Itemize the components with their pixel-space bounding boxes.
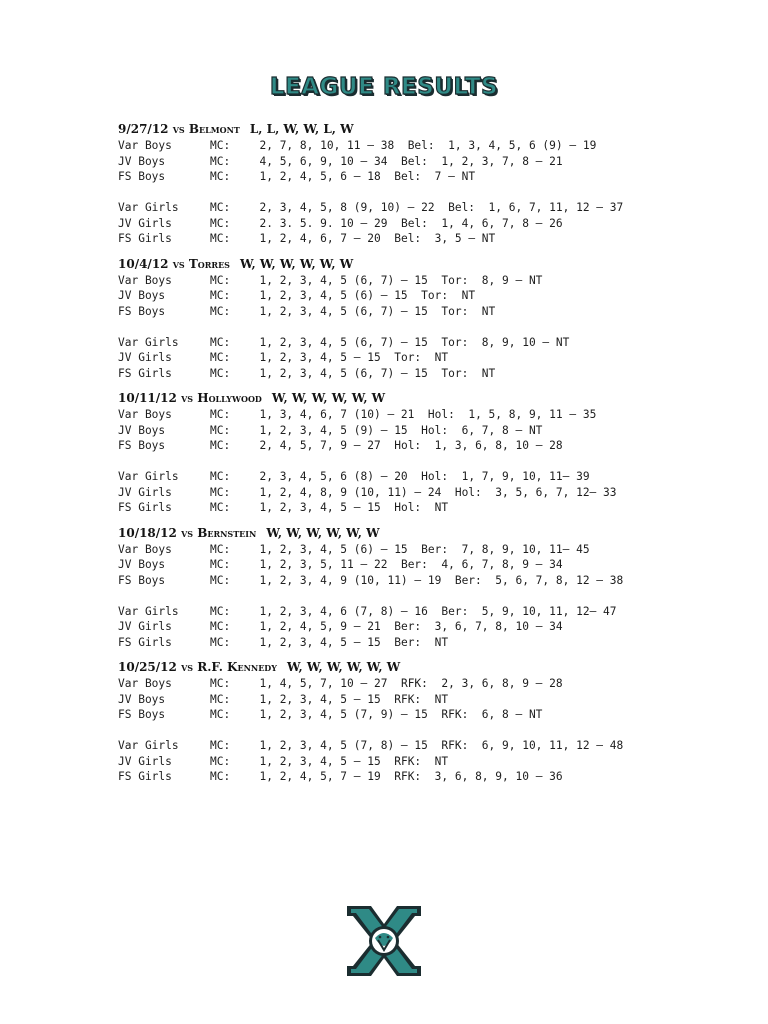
mc-label: MC:	[210, 470, 231, 483]
opponent-scores: NT	[461, 289, 476, 302]
mc-label: MC:	[210, 289, 231, 302]
mc-label: MC:	[210, 366, 231, 380]
opponent-scores: 7, 8, 9, 10, 11– 45	[461, 542, 590, 556]
mc-scores: 1, 2, 3, 4, 5 (7, 8) – 15	[259, 739, 428, 752]
mc-label: MC:	[210, 708, 231, 721]
team-name: JV Boys	[118, 692, 166, 706]
team-result-row	[118, 738, 738, 754]
team-result-row	[118, 676, 738, 692]
spacer	[118, 185, 738, 201]
team-name: Var Boys	[118, 408, 172, 421]
opponent-scores: 1, 3, 4, 5, 6 (9) – 19	[448, 139, 597, 152]
mc-scores: 1, 4, 5, 7, 10 – 27	[259, 677, 388, 690]
opponent-scores: NT	[481, 366, 496, 380]
opponent-scores: 7 – NT	[434, 170, 476, 183]
mc-scores: 1, 2, 4, 5, 9 – 21	[259, 620, 381, 633]
team-name: Var Boys	[118, 677, 172, 690]
mc-scores: 1, 2, 3, 4, 5 – 15	[259, 501, 381, 514]
game-record: L, L, W, W, L, W	[249, 122, 354, 136]
team-name: JV Boys	[118, 423, 166, 437]
team-result-row	[118, 769, 738, 785]
game-header	[118, 390, 738, 407]
opponent-scores: 2, 3, 6, 8, 9 – 28	[441, 677, 563, 690]
mc-scores: 4, 5, 6, 9, 10 – 34	[259, 154, 388, 168]
opponent-scores: 6, 8 – NT	[481, 708, 543, 721]
opponent-scores: 3, 5, 6, 7, 12– 33	[495, 485, 617, 499]
team-name: FS Girls	[118, 232, 172, 245]
team-name: FS Boys	[118, 170, 166, 183]
team-result-row	[118, 423, 738, 439]
game-header	[118, 121, 738, 138]
game-section	[118, 525, 738, 651]
mc-label: MC:	[210, 620, 231, 633]
mc-label: MC:	[210, 304, 231, 318]
opponent-label: Hol:	[421, 423, 449, 437]
mc-scores: 1, 2, 3, 4, 9 (10, 11) – 19	[259, 573, 442, 587]
mc-label: MC:	[210, 273, 231, 287]
opponent-label: Bel:	[394, 170, 422, 183]
opponent-label: RFK:	[394, 754, 422, 768]
team-result-row	[118, 288, 738, 304]
results-list	[118, 121, 738, 794]
team-name: Var Girls	[118, 335, 179, 349]
mc-label: MC:	[210, 558, 231, 571]
vs-label: vs	[181, 391, 194, 405]
game-date: 10/11/12	[118, 391, 177, 405]
team-name: FS Boys	[118, 708, 166, 721]
vs-label: vs	[172, 122, 185, 136]
team-result-row	[118, 231, 738, 247]
team-result-row	[118, 485, 738, 501]
opponent-label: RFK:	[441, 739, 469, 752]
opponent-label: Ber:	[394, 635, 422, 649]
opponent-label: Tor:	[441, 273, 469, 287]
opponent-label: Bel:	[394, 232, 422, 245]
mc-scores: 1, 2, 3, 4, 5 (6) – 15	[259, 289, 408, 302]
opponent-name: Torres	[188, 256, 230, 271]
vs-label: vs	[172, 256, 185, 271]
mc-label: MC:	[210, 439, 231, 452]
team-name: Var Girls	[118, 739, 179, 752]
opponent-label: Bel:	[400, 216, 428, 230]
vs-label: vs	[181, 660, 194, 674]
mc-scores: 1, 2, 3, 5, 11 – 22	[259, 558, 388, 571]
opponent-name: Belmont	[188, 122, 240, 136]
opponent-scores: 4, 6, 7, 8, 9 – 34	[441, 558, 563, 571]
team-name: Var Boys	[118, 542, 172, 556]
team-result-row	[118, 707, 738, 723]
opponent-label: Ber:	[421, 542, 449, 556]
opponent-label: Hol:	[394, 501, 422, 514]
team-result-row	[118, 604, 738, 620]
mc-label: MC:	[210, 542, 231, 556]
mc-label: MC:	[210, 408, 231, 421]
school-x-logo-icon	[345, 904, 423, 978]
opponent-scores: NT	[434, 692, 449, 706]
team-name: JV Boys	[118, 154, 166, 168]
team-name: FS Girls	[118, 770, 172, 783]
mc-scores: 1, 2, 3, 4, 5 (6, 7) – 15	[259, 335, 428, 349]
opponent-label: Tor:	[421, 289, 449, 302]
game-record: W, W, W, W, W, W	[286, 660, 401, 674]
game-date: 10/25/12	[118, 660, 177, 674]
team-result-row	[118, 138, 738, 154]
mc-scores: 1, 2, 4, 5, 6 – 18	[259, 170, 381, 183]
mc-label: MC:	[210, 351, 231, 364]
team-name: FS Girls	[118, 635, 172, 649]
opponent-scores: 5, 6, 7, 8, 12 – 38	[495, 573, 624, 587]
game-section	[118, 256, 738, 382]
mc-label: MC:	[210, 770, 231, 783]
game-section	[118, 659, 738, 785]
team-result-row	[118, 635, 738, 651]
team-result-row	[118, 304, 738, 320]
mc-label: MC:	[210, 154, 231, 168]
mc-label: MC:	[210, 501, 231, 514]
team-result-row	[118, 169, 738, 185]
opponent-scores: 5, 9, 10, 11, 12– 47	[481, 604, 617, 618]
game-section	[118, 121, 738, 247]
mc-scores: 1, 2, 3, 4, 5 – 15	[259, 692, 381, 706]
opponent-label: Tor:	[441, 335, 469, 349]
team-name: JV Girls	[118, 351, 172, 364]
team-name: Var Girls	[118, 470, 179, 483]
opponent-scores: 8, 9 – NT	[481, 273, 543, 287]
mc-label: MC:	[210, 139, 231, 152]
team-result-row	[118, 557, 738, 573]
team-name: JV Girls	[118, 620, 172, 633]
opponent-label: Tor:	[441, 366, 469, 380]
mc-scores: 1, 3, 4, 6, 7 (10) – 21	[259, 408, 415, 421]
mc-scores: 1, 2, 3, 4, 5 (9) – 15	[259, 423, 408, 437]
opponent-label: Bel:	[400, 154, 428, 168]
team-result-row	[118, 469, 738, 485]
mc-scores: 2, 3, 4, 5, 6 (8) – 20	[259, 470, 408, 483]
opponent-name: R.F. Kennedy	[197, 660, 277, 674]
opponent-scores: 1, 5, 8, 9, 11 – 35	[468, 408, 597, 421]
opponent-scores: 1, 6, 7, 11, 12 – 37	[488, 201, 624, 214]
opponent-scores: 1, 2, 3, 7, 8 – 21	[441, 154, 563, 168]
spacer	[118, 319, 738, 335]
opponent-label: RFK:	[441, 708, 469, 721]
team-result-row	[118, 573, 738, 589]
mc-label: MC:	[210, 754, 231, 768]
team-result-row	[118, 366, 738, 382]
opponent-scores: 6, 7, 8 – NT	[461, 423, 543, 437]
mc-scores: 1, 2, 3, 4, 5 (6, 7) – 15	[259, 366, 428, 380]
team-result-row	[118, 438, 738, 454]
mc-label: MC:	[210, 677, 231, 690]
mc-label: MC:	[210, 170, 231, 183]
mc-label: MC:	[210, 423, 231, 437]
mc-scores: 1, 2, 4, 5, 7 – 19	[259, 770, 381, 783]
mc-label: MC:	[210, 739, 231, 752]
mc-scores: 1, 2, 4, 8, 9 (10, 11) – 24	[259, 485, 442, 499]
mc-scores: 1, 2, 4, 6, 7 – 20	[259, 232, 381, 245]
team-name: JV Girls	[118, 754, 172, 768]
mc-scores: 2, 3, 4, 5, 8 (9, 10) – 22	[259, 201, 435, 214]
team-result-row	[118, 335, 738, 351]
game-date: 10/4/12	[118, 256, 169, 271]
opponent-scores: NT	[481, 304, 496, 318]
opponent-label: RFK:	[394, 770, 422, 783]
game-date: 10/18/12	[118, 525, 177, 540]
opponent-scores: 8, 9, 10 – NT	[481, 335, 570, 349]
mc-scores: 1, 2, 3, 4, 5 (7, 9) – 15	[259, 708, 428, 721]
spacer	[118, 723, 738, 739]
mc-scores: 2. 3. 5. 9. 10 – 29	[259, 216, 388, 230]
team-name: JV Boys	[118, 558, 166, 571]
opponent-label: Tor:	[441, 304, 469, 318]
opponent-label: Ber:	[400, 558, 428, 571]
mc-scores: 1, 2, 3, 4, 5 (6, 7) – 15	[259, 304, 428, 318]
team-name: JV Girls	[118, 485, 172, 499]
mc-label: MC:	[210, 201, 231, 214]
opponent-scores: 3, 6, 7, 8, 10 – 34	[434, 620, 563, 633]
opponent-scores: NT	[434, 635, 449, 649]
opponent-label: Tor:	[394, 351, 422, 364]
opponent-label: RFK:	[400, 677, 428, 690]
game-section	[118, 390, 738, 516]
game-record: W, W, W, W, W, W	[271, 391, 386, 405]
team-result-row	[118, 692, 738, 708]
team-result-row	[118, 407, 738, 423]
opponent-name: Bernstein	[197, 525, 257, 540]
opponent-label: Ber:	[454, 573, 482, 587]
mc-label: MC:	[210, 232, 231, 245]
mc-scores: 1, 2, 3, 4, 6 (7, 8) – 16	[259, 604, 428, 618]
team-result-row	[118, 216, 738, 232]
opponent-label: Bel:	[407, 139, 435, 152]
mc-label: MC:	[210, 335, 231, 349]
opponent-label: Ber:	[394, 620, 422, 633]
opponent-scores: 3, 6, 8, 9, 10 – 36	[434, 770, 563, 783]
team-name: FS Girls	[118, 501, 172, 514]
team-result-row	[118, 273, 738, 289]
opponent-label: Hol:	[454, 485, 482, 499]
team-name: FS Boys	[118, 573, 166, 587]
team-name: JV Boys	[118, 289, 166, 302]
game-header	[118, 256, 738, 273]
mc-label: MC:	[210, 216, 231, 230]
opponent-scores: 1, 4, 6, 7, 8 – 26	[441, 216, 563, 230]
opponent-label: RFK:	[394, 692, 422, 706]
game-record: W, W, W, W, W, W	[239, 256, 354, 271]
game-date: 9/27/12	[118, 122, 169, 136]
opponent-label: Hol:	[427, 408, 455, 421]
mc-scores: 1, 2, 3, 4, 5 – 15	[259, 351, 381, 364]
mc-label: MC:	[210, 635, 231, 649]
opponent-scores: NT	[434, 351, 449, 364]
opponent-scores: 1, 3, 6, 8, 10 – 28	[434, 439, 563, 452]
mc-label: MC:	[210, 485, 231, 499]
team-result-row	[118, 154, 738, 170]
opponent-name: Hollywood	[197, 391, 262, 405]
opponent-label: Hol:	[421, 470, 449, 483]
mc-scores: 2, 7, 8, 10, 11 – 38	[259, 139, 395, 152]
opponent-label: Ber:	[441, 604, 469, 618]
spacer	[118, 588, 738, 604]
mc-scores: 2, 4, 5, 7, 9 – 27	[259, 439, 381, 452]
team-result-row	[118, 542, 738, 558]
vs-label: vs	[181, 525, 194, 540]
team-result-row	[118, 350, 738, 366]
team-name: Var Boys	[118, 139, 172, 152]
opponent-scores: 6, 9, 10, 11, 12 – 48	[481, 739, 624, 752]
opponent-scores: 3, 5 – NT	[434, 232, 496, 245]
opponent-scores: NT	[434, 754, 449, 768]
mc-label: MC:	[210, 604, 231, 618]
team-name: Var Boys	[118, 273, 172, 287]
team-name: FS Boys	[118, 439, 166, 452]
game-header	[118, 525, 738, 542]
mc-label: MC:	[210, 692, 231, 706]
mc-scores: 1, 2, 3, 4, 5 – 15	[259, 754, 381, 768]
team-result-row	[118, 619, 738, 635]
opponent-scores: 1, 7, 9, 10, 11– 39	[461, 470, 590, 483]
team-name: Var Girls	[118, 604, 179, 618]
team-result-row	[118, 754, 738, 770]
team-result-row	[118, 500, 738, 516]
game-record: W, W, W, W, W, W	[266, 525, 380, 540]
game-header	[118, 659, 738, 676]
team-name: Var Girls	[118, 201, 179, 214]
team-name: JV Girls	[118, 216, 172, 230]
opponent-label: Bel:	[448, 201, 476, 214]
opponent-label: Hol:	[394, 439, 422, 452]
mc-scores: 1, 2, 3, 4, 5 (6, 7) – 15	[259, 273, 428, 287]
spacer	[118, 454, 738, 470]
mc-scores: 1, 2, 3, 4, 5 (6) – 15	[259, 542, 408, 556]
page-title: LEAGUE RESULTS	[269, 74, 499, 100]
mc-scores: 1, 2, 3, 4, 5 – 15	[259, 635, 381, 649]
opponent-scores: NT	[434, 501, 449, 514]
team-name: FS Girls	[118, 366, 172, 380]
team-result-row	[118, 200, 738, 216]
team-name: FS Boys	[118, 304, 166, 318]
mc-label: MC:	[210, 573, 231, 587]
